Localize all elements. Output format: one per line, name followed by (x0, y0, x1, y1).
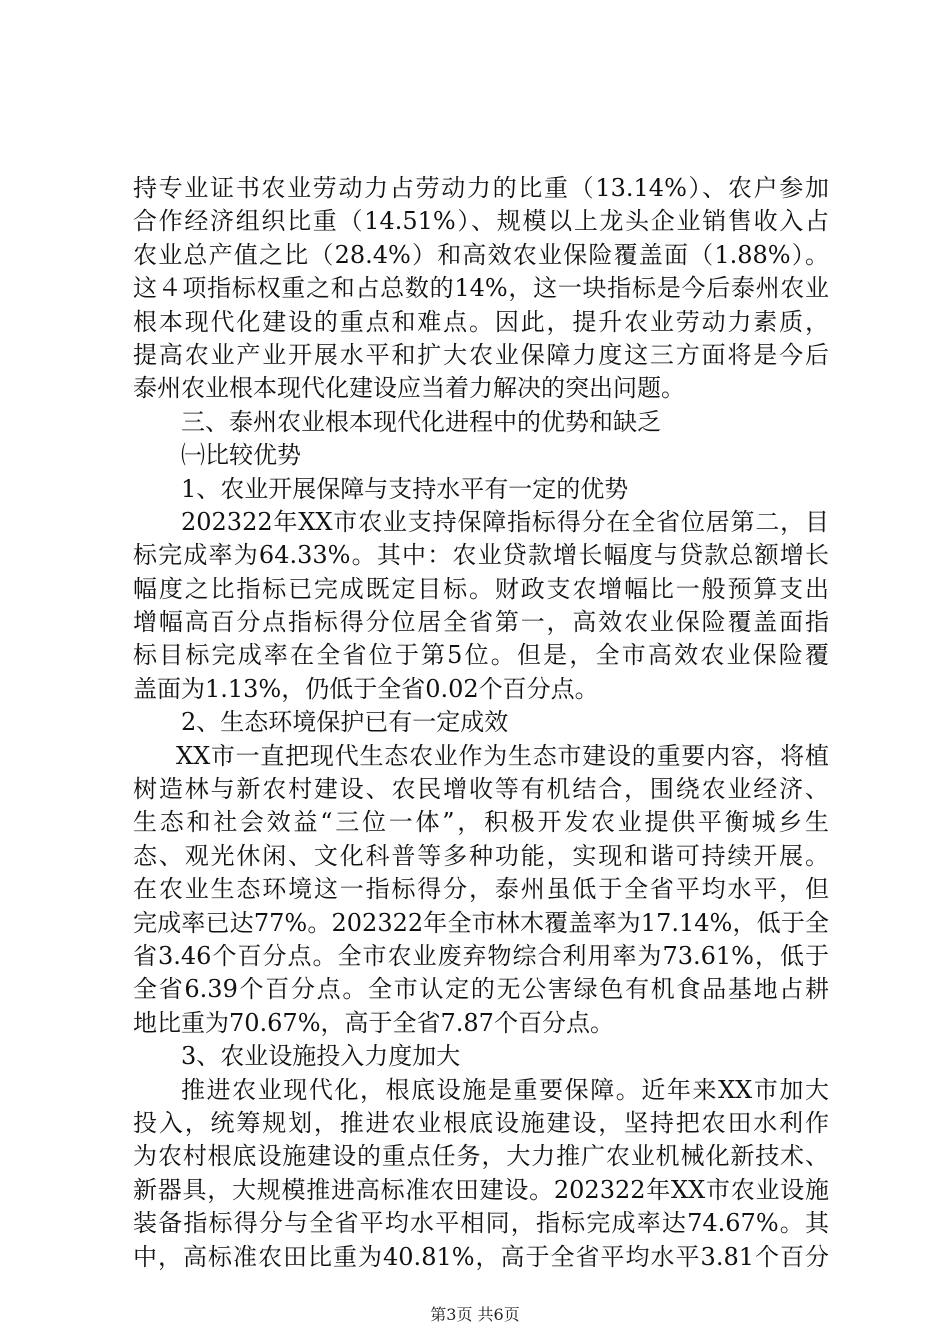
text-line: 地比重为70.67%，高于全省7.87个百分点。 (133, 1008, 614, 1037)
text-line: 持专业证书农业劳动力占劳动力的比重（13.14%）、农户参加 (133, 174, 829, 202)
text-line: 合作经济组织比重（14.51%）、规模以上龙头企业销售收入占 (133, 207, 829, 236)
text-line: 投入，统筹规划，推进农业根底设施建设，坚持把农田水利作 (133, 1108, 829, 1137)
text-line: 幅度之比指标已完成既定目标。财政支农增幅比一般预算支出 (133, 574, 829, 603)
item-heading: 1、农业开展保障与支持水平有一定的优势 (181, 474, 629, 503)
text-line: 这４项指标权重之和占总数的14%，这一块指标是今后泰州农业 (133, 274, 829, 303)
text-line: 新器具，大规模推进高标准农田建设。202322年XX市农业设施 (133, 1175, 829, 1204)
text-line: XX市一直把现代生态农业作为生态市建设的重要内容，将植 (176, 741, 829, 770)
text-line: 省3.46个百分点。全市农业废弃物综合利用率为73.61%，低于 (133, 941, 829, 970)
text-line: 提高农业产业开展水平和扩大农业保障力度这三方面将是今后 (133, 340, 829, 369)
item-heading: 2、生态环境保护已有一定成效 (181, 708, 509, 737)
subsection-heading: ㈠比较优势 (181, 441, 301, 470)
page-number-footer: 第3页 共6页 (430, 1305, 520, 1324)
text-line: 为农村根底设施建设的重点任务，大力推广农业机械化新技术、 (133, 1142, 829, 1171)
text-line: 增幅高百分点指标得分位居全省第一，高效农业保险覆盖面指 (133, 608, 829, 637)
text-line: 树造林与新农村建设、农民增收等有机结合，围绕农业经济、 (133, 775, 829, 804)
text-line: 全省6.39个百分点。全市认定的无公害绿色有机食品基地占耕 (133, 975, 829, 1004)
section-heading: 三、泰州农业根本现代化进程中的优势和缺乏 (181, 407, 661, 436)
text-line: 推进农业现代化，根底设施是重要保障。近年来XX市加大 (181, 1075, 829, 1104)
text-line: 202322年XX市农业支持保障指标得分在全省位居第二，目 (181, 507, 829, 536)
text-line: 态、观光休闲、文化科普等多种功能，实现和谐可持续开展。 (133, 841, 829, 870)
text-line: 农业总产值之比（28.4%）和高效农业保险覆盖面（1.88%）。 (133, 240, 829, 269)
text-line: 盖面为1.13%，仍低于全省0.02个百分点。 (133, 674, 599, 703)
text-line: 标目标完成率在全省位于第5位。但是，全市高效农业保险覆 (133, 641, 829, 670)
text-line: 中，高标准农田比重为40.81%，高于全省平均水平3.81个百分 (133, 1242, 829, 1271)
text-line: 在农业生态环境这一指标得分，泰州虽低于全省平均水平，但 (133, 875, 829, 904)
item-heading: 3、农业设施投入力度加大 (181, 1042, 461, 1071)
text-line: 根本现代化建设的重点和难点。因此，提升农业劳动力素质， (133, 307, 829, 336)
text-line: 泰州农业根本现代化建设应当着力解决的突出问题。 (133, 374, 685, 403)
text-line: 标完成率为64.33%。其中：农业贷款增长幅度与贷款总额增长 (133, 541, 829, 570)
text-line: 生态和社会效益“三位一体”，积极开发农业提供平衡城乡生 (133, 808, 829, 837)
document-body (133, 172, 829, 1274)
text-line: 装备指标得分与全省平均水平相同，指标完成率达74.67%。其 (133, 1209, 829, 1238)
text-line: 完成率已达77%。202322年全市林木覆盖率为17.14%，低于全 (133, 908, 829, 937)
